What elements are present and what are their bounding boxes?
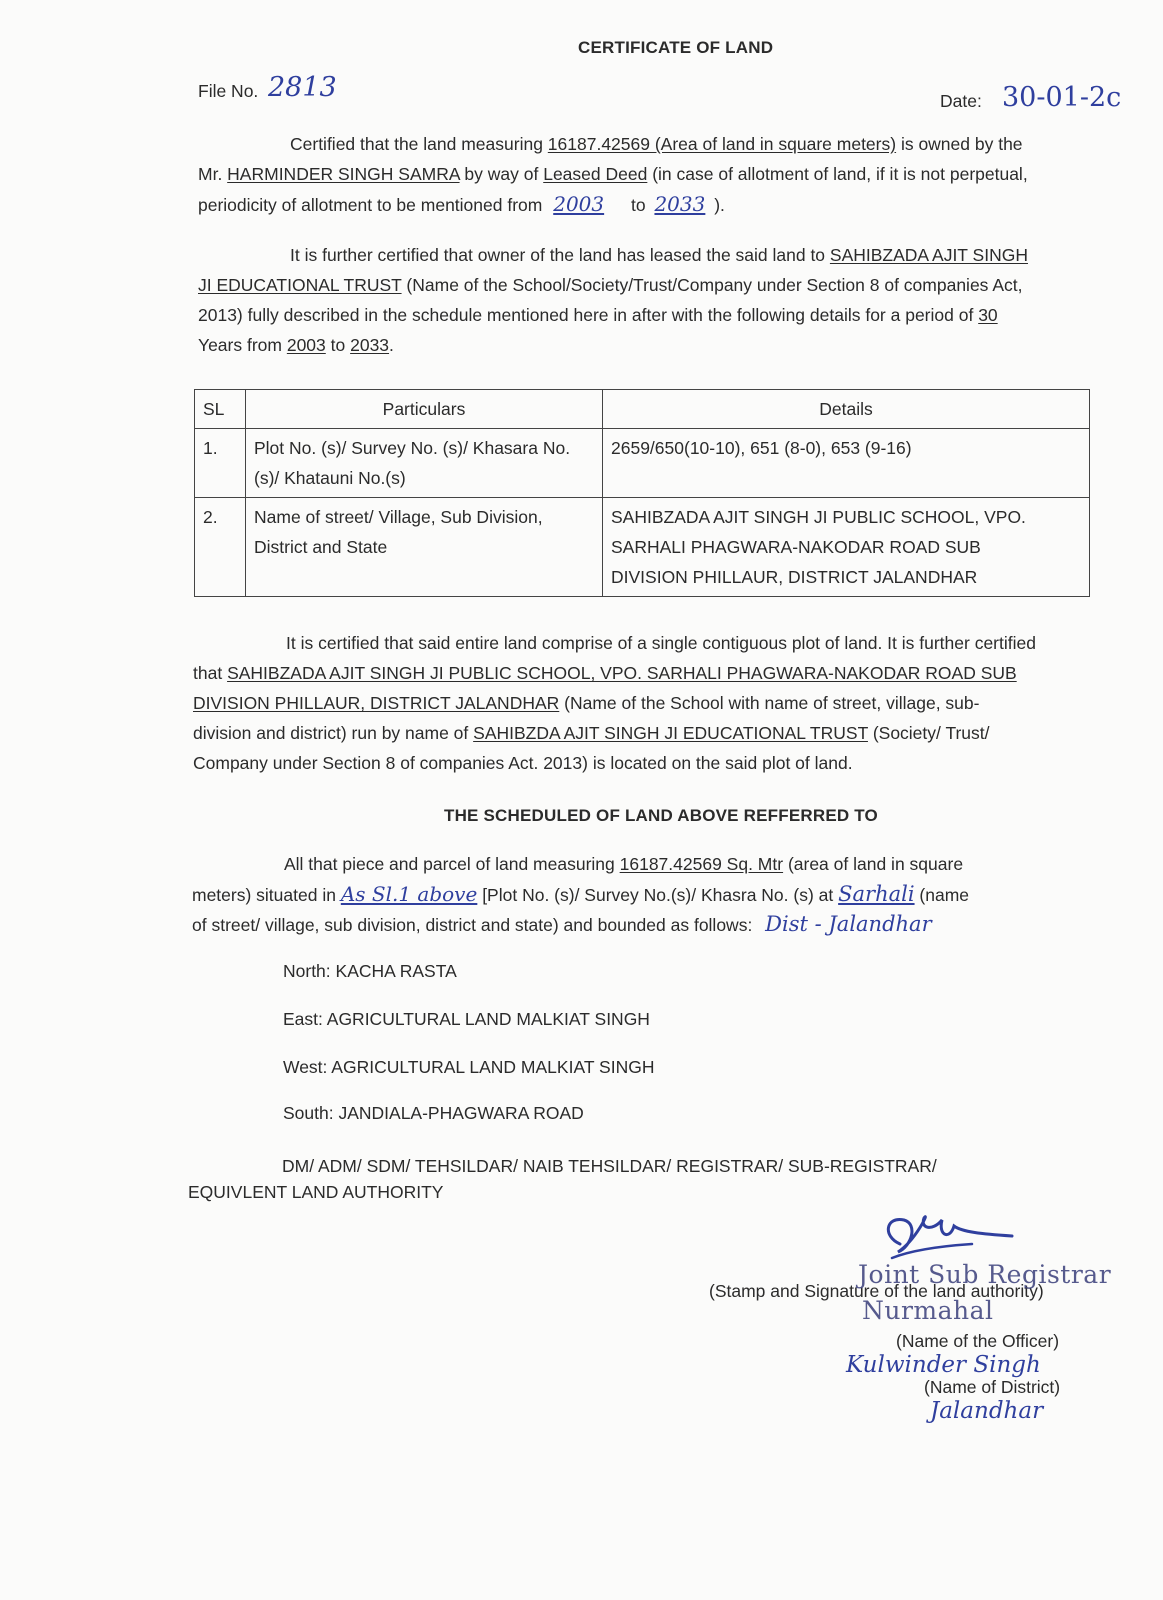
table-header-sl: SL [195,390,246,429]
table-header-particulars: Particulars [246,390,603,429]
date-label: Date: [940,91,982,111]
para4-line3: of street/ village, sub division, district and state) and bounded as follows: Dist - Jalandhar [192,912,932,936]
para4-line2: meters) situated in As Sl.1 above [Plot No. (s)/ Survey No.(s)/ Khasra No. (s) at Sarhali (name [192,882,970,906]
document-title: CERTIFICATE OF LAND [578,38,774,57]
authority-line1: DM/ ADM/ SDM/ TEHSILDAR/ NAIB TEHSILDAR/ REGISTRAR/ SUB-REGISTRAR/ [282,1156,937,1176]
bound-north: North: KACHA RASTA [283,961,457,981]
village-handwritten: Sarhali [838,882,915,906]
bound-west: West: AGRICULTURAL LAND MALKIAT SINGH [283,1057,655,1077]
stamp-signature-label: (Stamp and Signature of the land authority) [709,1281,1044,1301]
bound-south: South: JANDIALA-PHAGWARA ROAD [283,1103,584,1123]
officer-name-label: (Name of the Officer) [896,1331,1060,1351]
para2-line3: 2013) fully described in the schedule mentioned here in after with the following details for a period of 30 [198,305,998,325]
para3-line1: It is certified that said entire land comprise of a single contiguous plot of land. It is further certified [286,633,1036,653]
land-details-table [194,389,1090,597]
to-year-handwritten: 2033 [654,192,706,216]
table-cell-particulars: Name of street/ Village, Sub Division, District and State [246,498,603,597]
table-cell-details: 2659/650(10-10), 651 (8-0), 653 (9-16) [603,429,1090,498]
para3-line3: DIVISION PHILLAUR, DISTRICT JALANDHAR (Name of the School with name of street, village, sub- [193,693,980,713]
table-row [195,429,1090,498]
official-stamp-line2: Nurmahal [862,1296,994,1325]
district-name-handwritten: Jalandhar [930,1398,1044,1424]
table-row [195,498,1090,597]
file-number-value: 2813 [268,72,337,103]
from-year-handwritten: 2003 [553,192,605,216]
authority-line2: EQUIVLENT LAND AUTHORITY [188,1182,444,1202]
file-number-label: File No. [198,81,259,101]
district-name-label: (Name of District) [924,1377,1061,1397]
para2-line2: JI EDUCATIONAL TRUST (Name of the School/Society/Trust/Company under Section 8 of companies Act, [198,275,1023,295]
table-header-row [195,390,1090,429]
para3-line2: that SAHIBZADA AJIT SINGH JI PUBLIC SCHOOL, VPO. SARHALI PHAGWARA-NAKODAR ROAD SUB [193,663,1017,683]
official-stamp-line1: Joint Sub Registrar [858,1260,1112,1289]
para3-line5: Company under Section 8 of companies Act. 2013) is located on the said plot of land. [193,753,853,773]
para1-line1: Certified that the land measuring 16187.42569 (Area of land in square meters) is owned by the [290,134,1023,154]
table-cell-sl: 2. [195,498,246,597]
para4-line1: All that piece and parcel of land measuring 16187.42569 Sq. Mtr (area of land in square [284,854,964,874]
table-header-details: Details [603,390,1090,429]
para2-line4: Years from 2003 to 2033. [198,335,394,355]
para2-line1: It is further certified that owner of the land has leased the said land to SAHIBZADA AJIT SINGH [290,245,1028,265]
situated-handwritten: As Sl.1 above [340,882,478,906]
schedule-heading: THE SCHEDULED OF LAND ABOVE REFFERRED TO [444,806,878,825]
para1-line3: periodicity of allotment to be mentioned from 2003 to 2033 ). [198,192,725,216]
table-cell-details: SAHIBZADA AJIT SINGH JI PUBLIC SCHOOL, VPO. SARHALI PHAGWARA-NAKODAR ROAD SUB DIVISION PHILLAUR, DISTRICT JALANDHAR [603,498,1090,597]
para3-line4: division and district) run by name of SAHIBZDA AJIT SINGH JI EDUCATIONAL TRUST (Society/ Trust/ [193,723,990,743]
table-cell-sl: 1. [195,429,246,498]
officer-name-handwritten: Kulwinder Singh [846,1352,1041,1378]
date-value: 30-01-2c [1002,82,1122,113]
para1-line2: Mr. HARMINDER SINGH SAMRA by way of Leased Deed (in case of allotment of land, if it is not perpetual, [198,164,1028,184]
district-handwritten: Dist - Jalandhar [765,912,932,936]
bound-east: East: AGRICULTURAL LAND MALKIAT SINGH [283,1009,650,1029]
table-cell-particulars: Plot No. (s)/ Survey No. (s)/ Khasara No. (s)/ Khatauni No.(s) [246,429,603,498]
